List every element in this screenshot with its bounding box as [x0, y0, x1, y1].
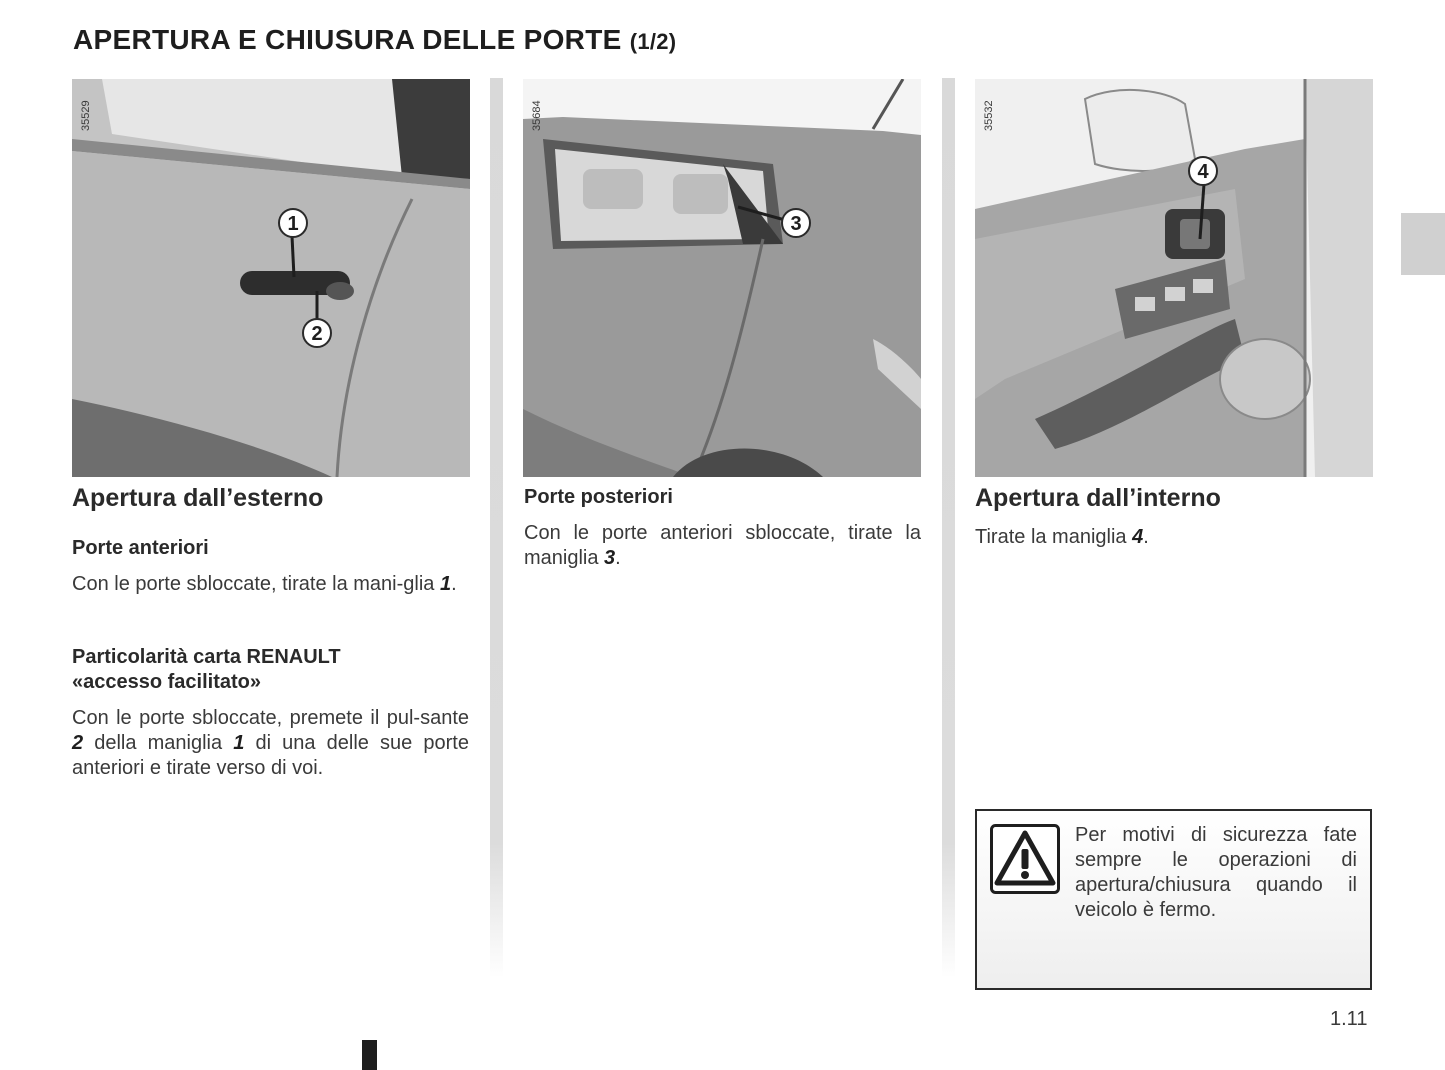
reference-button-2: 2 — [72, 732, 84, 754]
paragraph-interior: Tirate la maniglia 4. — [975, 526, 1149, 548]
interior-door-illustration — [975, 79, 1373, 477]
callout-3-label: 3 — [790, 213, 802, 235]
callout-1-label: 1 — [287, 213, 299, 235]
column-divider — [490, 78, 503, 978]
paragraph-renault-card: Con le porte sbloccate, premete il pul-sante 2 della maniglia 1 di una delle sue porte anteriori e tirate verso di voi. — [72, 707, 469, 779]
figure-interior-handle — [975, 79, 1373, 477]
reference-handle-3: 3 — [604, 547, 616, 569]
callout-2-label: 2 — [311, 323, 323, 345]
reference-handle-4: 4 — [1132, 526, 1144, 548]
callout-3 — [782, 209, 810, 237]
exterior-door-illustration — [72, 79, 470, 477]
rear-door-illustration — [523, 79, 921, 477]
reference-handle-1: 1 — [233, 732, 245, 754]
figure-id: 35684 — [531, 100, 543, 131]
paragraph-front-doors: Con le porte sbloccate, tirate la mani-glia 1. — [72, 573, 457, 595]
page-title-text: APERTURA E CHIUSURA DELLE PORTE — [73, 24, 622, 55]
page-title-part: (1/2) — [629, 29, 677, 54]
warning-text: Per motivi di sicurezza fate sempre le operazioni di apertura/chiusura quando il veicolo è fermo. — [1075, 824, 1357, 921]
warning-triangle-icon — [990, 824, 1060, 894]
safety-warning-box — [975, 809, 1372, 990]
chapter-thumb-tab — [1401, 213, 1445, 275]
page-title — [73, 24, 676, 56]
section-heading-interior: Apertura dall’interno — [975, 484, 1221, 512]
figure-id: 35532 — [983, 100, 995, 131]
column-divider — [942, 78, 955, 978]
figure-exterior-handle — [72, 79, 470, 477]
figure-rear-handle — [523, 79, 921, 477]
section-heading-exterior: Apertura dall’esterno — [72, 484, 324, 512]
reference-handle-1: 1 — [439, 573, 452, 595]
callout-1 — [279, 209, 307, 237]
callout-4 — [1189, 157, 1217, 185]
subheading-renault-card: Particolarità carta RENAULT «accesso facilitato» — [72, 646, 341, 693]
print-registration-mark — [362, 1040, 377, 1070]
figure-id: 35529 — [80, 100, 92, 131]
paragraph-rear-doors: Con le porte anteriori sbloccate, tirate la maniglia 3. — [524, 522, 921, 569]
page-number: 1.11 — [1330, 1008, 1368, 1030]
subheading-rear-doors: Porte posteriori — [524, 486, 673, 508]
callout-2 — [303, 319, 331, 347]
callout-4-label: 4 — [1197, 161, 1209, 183]
subheading-front-doors: Porte anteriori — [72, 537, 209, 559]
